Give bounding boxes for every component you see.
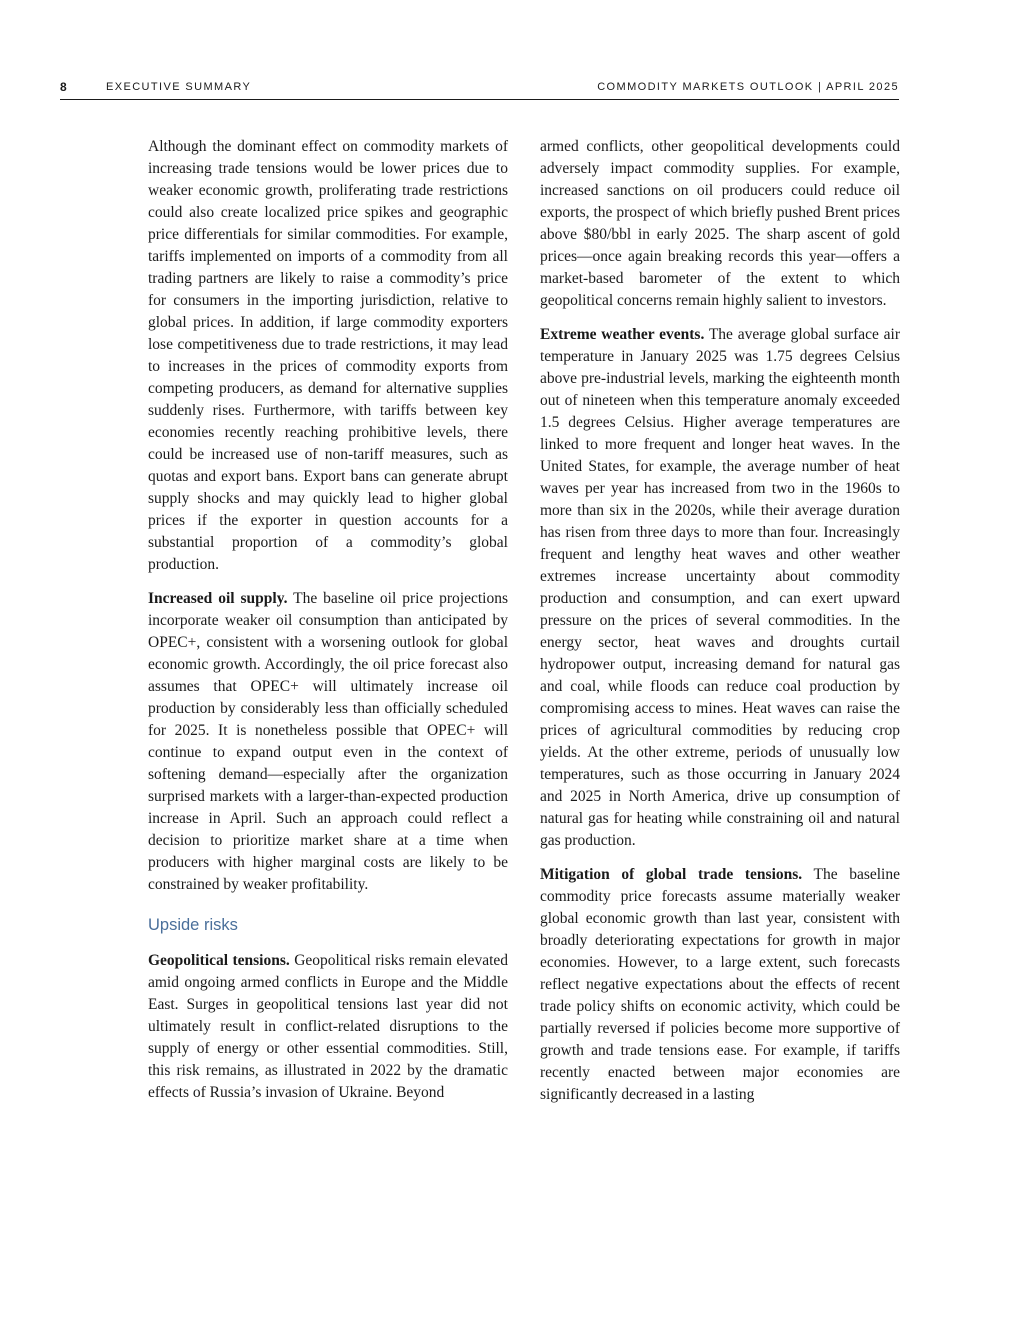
paragraph-body: Geopolitical risks remain elevated amid ongoing armed conflicts in Europe and the Middle East. Surges in geopolitical tensions last year did not ultimately result in conflict-related disruptions to the supply of energy or other essential commodities. Still, this risk remains, as illustrated in 2022 by the dramatic effects of Russia’s invasion of Ukraine. Beyond <box>148 952 509 1101</box>
paragraph-body: The baseline commodity price forecasts assume materially weaker global economic growth than last year, consistent with broadly deteriorating expectations for growth in major economies. However, to a large extent, such forecasts reflect negative expectations about the effects of recent trade policy shifts on economic activity, which could be partially reversed if policies become more supportive of growth and trade tensions ease. For example, if tariffs recently enacted between major economies are significantly decreased in a lasting <box>540 866 900 1103</box>
paragraph-body: The average global surface air temperature in January 2025 was 1.75 degrees Celsius above pre-industrial levels, marking the eighteenth month out of nineteen when this temperature anomaly exceeded 1.5 degrees Celsius. Higher average temperatures are linked to more frequent and longer heat waves. In the United States, for example, the average number of heat waves per year has increased from two in the 1960s to more than six in the 2020s, while their average duration has risen from three days to more than four. Increasingly frequent and lengthy heat waves and other weather extremes increase uncertainty about commodity production and consumption, and can exert upward pressure on the prices of several commodities. In the energy sector, heat waves and droughts curtail hydropower output, increasing demand for natural gas and coal, while floods can reduce coal production by compromising access to mines. Heat waves can raise the prices of agricultural commodities by reducing crop yields. At the other extreme, periods of unusually low temperatures, such as those occurring in January 2024 and 2025 in North America, drive up consumption of natural gas for heating while constraining oil and natural gas production. <box>540 326 900 849</box>
paragraph-lead: Geopolitical tensions. <box>148 952 290 969</box>
paragraph-trade-mitigation <box>540 864 900 1106</box>
page-header <box>60 79 899 100</box>
paragraph-trade-restrictions: Although the dominant effect on commodity markets of increasing trade tensions would be lower prices due to weaker economic growth, proliferating trade restrictions could also create localized price spikes and geographic price differentials for similar commodities. For example, tariffs implemented on imports of a commodity from all trading partners are likely to raise a commodity’s price for consumers in the importing jurisdiction, relative to global prices. In addition, if large commodity exporters lose competitiveness due to trade restrictions, it may lead to increases in the prices of commodity exports from competing producers, as demand for alternative supplies suddenly rises. Furthermore, with tariffs between key economies recently reaching prohibitive levels, there could be increased use of non-tariff measures, such as quotas and export bans. Export bans can generate abrupt supply shocks and may quickly lead to higher global prices if the exporter in question accounts for a substantial proportion of a commodity’s global production. <box>148 138 508 573</box>
section-name: EXECUTIVE SUMMARY <box>106 81 252 93</box>
left-column <box>148 136 508 1116</box>
paragraph-lead: Mitigation of global trade tensions. <box>540 866 803 883</box>
publication-title: COMMODITY MARKETS OUTLOOK | APRIL 2025 <box>597 81 899 93</box>
paragraph-lead: Increased oil supply. <box>148 590 288 607</box>
paragraph-increased-oil-supply <box>148 588 508 896</box>
page-number: 8 <box>60 80 67 94</box>
paragraph-geopolitical-tensions <box>148 950 508 1104</box>
paragraph-extreme-weather <box>540 324 900 852</box>
paragraph-geopolitical-continued: armed conflicts, other geopolitical developments could adversely impact commodity supplies. For example, increased sanctions on oil producers could reduce oil exports, the prospect of which briefly pushed Brent prices above $80/bbl in early 2025. The sharp ascent of gold prices—once again breaking records this year—offers a market-based barometer of the extent to which geopolitical concerns remain highly salient to investors. <box>540 138 900 309</box>
paragraph-lead: Extreme weather events. <box>540 326 705 343</box>
subheading-upside-risks: Upside risks <box>148 916 238 934</box>
paragraph-body: The baseline oil price projections incorporate weaker oil consumption than anticipated by OPEC+, consistent with a worsening outlook for global economic growth. Accordingly, the oil price forecast also assumes that OPEC+ will ultimately increase oil production by considerably less than officially scheduled for 2025. It is nonetheless possible that OPEC+ will continue to expand output even in the context of softening demand—especially after the organization surprised markets with a larger-than-expected production increase in April. Such an approach could reflect a decision to prioritize market share at a time when producers with higher marginal costs are likely to be constrained by weaker profitability. <box>148 590 508 893</box>
right-column <box>540 136 900 1118</box>
